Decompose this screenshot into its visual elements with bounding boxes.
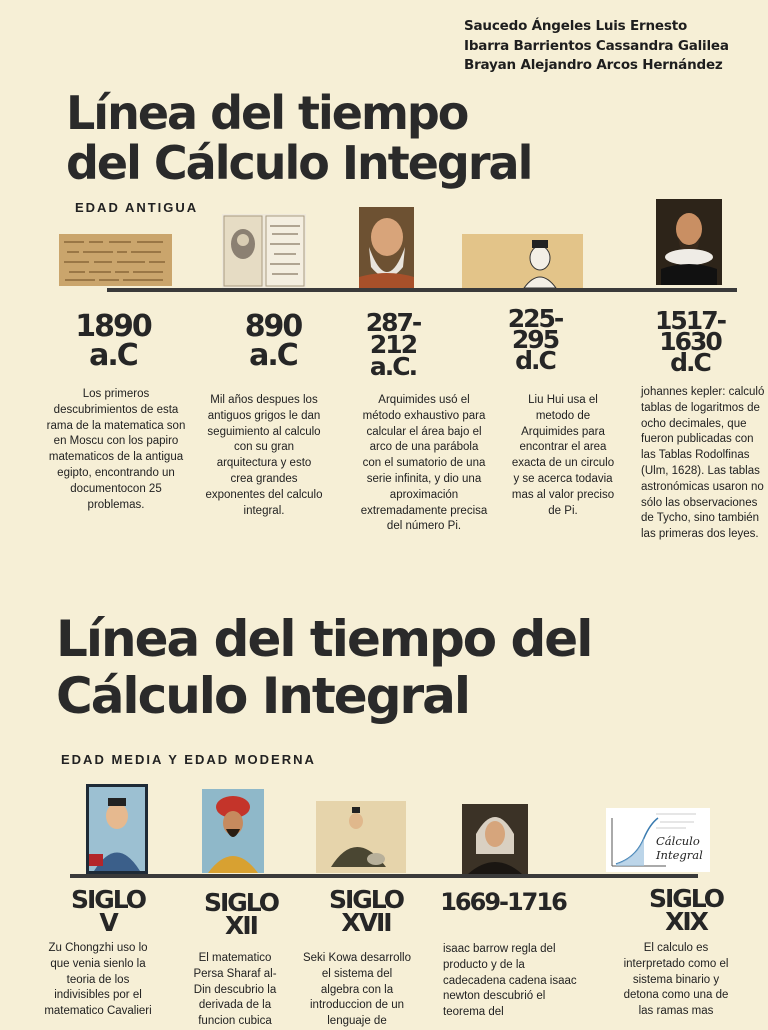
title-line: Línea del tiempo del (56, 610, 592, 668)
kepler-portrait (656, 199, 722, 285)
papyrus-image (59, 234, 172, 286)
section1-title (66, 88, 531, 188)
event-year: 1517- 1630 d.C (655, 306, 725, 377)
book-caption: Cálculo Integral (656, 834, 703, 862)
title-line: del Cálculo Integral (66, 136, 532, 190)
event-year: 890 a.C (244, 309, 302, 373)
timeline-line (70, 874, 698, 878)
event-description: johannes kepler: calculó tablas de logaritmos de ocho decimales, que fueron publicadas con las Tablas Rodolfinas (Ulm, 1628). Las tablas astronómicas usaron no sólo las observaciones de Tycho, sino también las primeras dos leyes. (641, 386, 765, 541)
event-description: Liu Hui usa el metodo de Arquimides para encontrar el area exacta de un circulo y se acerca todavia mas al valor preciso de Pi. (511, 394, 615, 517)
newton-portrait (462, 804, 528, 874)
seki-kowa-image (316, 801, 406, 873)
author-name: Ibarra Barrientos Cassandra Galilea (464, 37, 729, 54)
section2-title (56, 611, 591, 725)
archimedes-portrait (359, 207, 414, 290)
event-year: SIGLO XIX (648, 884, 724, 936)
event-description: Arquimides usó el método exhaustivo para calcular el área bajo el arco de una parábola con el sumatorio de una serie infinita, y dio una aproximación extremadamente precisa del número Pi. (360, 394, 488, 533)
event-description: El matematico Persa Sharaf al-Din descubrio la derivada de la funcion cubica (193, 952, 277, 1028)
authors-block (464, 17, 729, 76)
sharaf-al-din-portrait (202, 789, 264, 873)
timeline-line (107, 288, 737, 292)
event-description: isaac barrow regla del producto y de la cadecadena cadena isaac newton descubrió el teorema del (443, 943, 577, 1019)
event-description: Los primeros descubrimientos de esta rama de la matematica son en Moscu con los papiro matematicos de la antigua egipto, encontrando un documentocon 25 problemas. (46, 388, 186, 511)
event-year: SIGLO XVII (328, 885, 404, 937)
author-name: Saucedo Ángeles Luis Ernesto (464, 18, 688, 34)
event-year: 1669-1716 (440, 888, 566, 916)
event-year: 287- 212 a.C. (365, 308, 421, 381)
title-line: Línea del tiempo (66, 86, 468, 140)
event-year: 1890 a.C (75, 309, 151, 373)
liu-hui-image (462, 234, 583, 288)
section1-subheading: EDAD ANTIGUA (75, 200, 199, 215)
event-year: SIGLO XII (203, 888, 279, 940)
integral-book-image (606, 808, 710, 872)
zu-chongzhi-portrait (86, 784, 148, 874)
author-name: Brayan Alejandro Arcos Hernández (464, 57, 723, 73)
old-book-image (222, 214, 306, 288)
event-description: Zu Chongzhi uso lo que venia sienlo la teoria de los indivisibles por el matematico Cavalieri (44, 942, 152, 1018)
event-year: 225- 295 d.C (507, 304, 563, 375)
event-description: Mil años despues los antiguos grigos le dan seguimiento al calculo con su gran arquitectura y esto crea grandes exponentes del calculo integral. (205, 394, 323, 517)
title-line: Cálculo Integral (56, 667, 470, 725)
event-description: Seki Kowa desarrollo el sistema del algebra con la introduccion de un lenguaje de (302, 952, 412, 1028)
event-description: El calculo es interpretado como el sistema binario y detona como una de las ramas mas (623, 942, 729, 1018)
section2-subheading: EDAD MEDIA Y EDAD MODERNA (61, 752, 316, 767)
event-year: SIGLO V (70, 885, 146, 937)
